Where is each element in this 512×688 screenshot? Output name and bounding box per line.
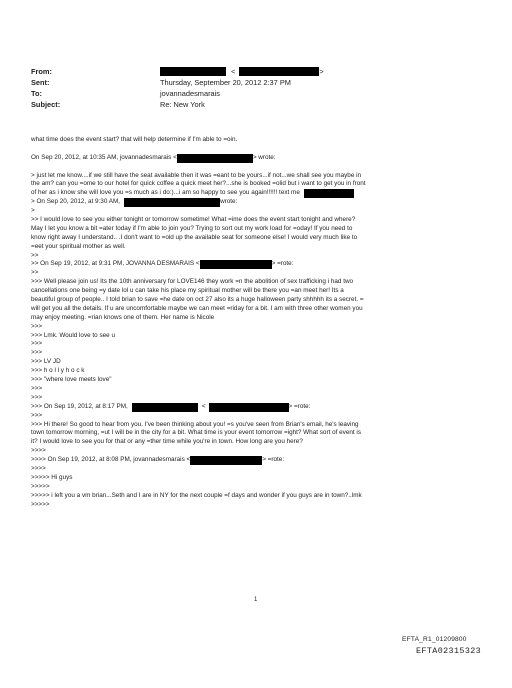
body-line: >>>> — [31, 447, 46, 455]
to-label: To: — [31, 89, 42, 98]
body-line: >>> Hi there! So good to hear from you. I've been thinking about you! =s you've seen from Brian's email, he's leaving — [31, 420, 359, 428]
quote-header-tail: > =rote: — [288, 402, 311, 410]
subject-value: Re: New York — [160, 100, 205, 109]
body-line: may enjoy meeting. =rian knows one of them. Her name is Nicole — [31, 313, 215, 321]
body-line: >>> — [31, 384, 43, 392]
body-line: >> — [31, 269, 39, 277]
subject-label: Subject: — [31, 100, 61, 109]
redaction-box — [160, 67, 226, 76]
redaction-box — [132, 403, 198, 412]
body-line: know right away I understand.. .I don't want to =old up the available seat for someone else! I would very much like to — [31, 233, 358, 241]
subject-row — [31, 99, 471, 110]
body-line: >>>>> — [31, 482, 50, 490]
body-line: May I let you know a bit =ater today if I'm able to join you? Trying to sort out my work load for =oday! If you need to — [31, 224, 353, 232]
quote-header-text: On Sep 20, 2012, at 10:35 AM, jovannadesmarais < — [31, 153, 177, 161]
redaction-box — [304, 189, 354, 198]
blank-line — [31, 145, 483, 154]
body-line: > just let me know....if we still have the seat available then it was =eant to be yours...if not...we shall see you maybe in — [31, 171, 362, 179]
redaction-box — [209, 403, 289, 412]
quote-header-text: >> On Sep 19, 2012, at 9:31 PM, JOVANNA DESMARAIS < — [31, 260, 200, 268]
quote-header-lt: < — [201, 402, 206, 410]
body-line-text: of her as i know she will love you =s much as i do:)...i am so happy to see you again!!!!!! text me — [31, 189, 300, 197]
body-line: what time does the event start? that will help determine if I'm able to =oin. — [31, 136, 238, 143]
to-row — [31, 88, 471, 99]
body-line: >>> — [31, 393, 43, 401]
body-line: >>> h o l l y h o c k — [31, 367, 85, 375]
footer-ref-1: EFTA_R1_01209800 — [402, 636, 467, 643]
quote-header-line — [31, 403, 483, 412]
quote-header-text: >>>> On Sep 19, 2012, at 8:08 PM, jovannadesmarais < — [31, 456, 191, 464]
body-line: will get you all the details. If u are uncomfortable maybe we can meet =riday for a bit. I am with three other women you — [31, 304, 363, 312]
body-line: >>>> — [31, 464, 46, 472]
body-line: > — [31, 207, 35, 215]
redaction-box — [177, 154, 253, 163]
body-line: >>> — [31, 322, 43, 330]
redaction-box — [124, 198, 220, 207]
body-line: >>>>> i left you a vm brian...Seth and I are in NY for the next couple =f days and wonder if you guys are in town?..lmk — [31, 491, 362, 499]
body-line: >>> Lmk. Would love to see u — [31, 331, 115, 339]
redaction-box — [239, 67, 319, 76]
body-line: >>> Well please join us! Its the 10th anniversary for LOVE146 they work =n the abolition of sex trafficking i had two — [31, 278, 354, 286]
body-line: town tomorrow morning, =ut I will be in the city for a bit. What time is your event tomorrow =ight? What sort of event is — [31, 429, 362, 437]
blank-line — [31, 163, 483, 172]
body-line: >>> LV JD — [31, 358, 61, 366]
quote-header-line — [31, 456, 483, 465]
to-value: jovannadesmarais — [160, 89, 220, 98]
quote-header-tail: > wrote: — [252, 153, 276, 161]
body-line: >>> — [31, 349, 43, 357]
body-line: =eet your spiritual mother as well. — [31, 242, 126, 250]
sent-value: Thursday, September 20, 2012 2:37 PM — [160, 78, 291, 87]
from-gt: > — [319, 67, 324, 76]
sent-label: Sent: — [31, 78, 50, 87]
quote-header-tail: > =rote: — [262, 456, 285, 464]
body-line: >>>>> Hi guys — [31, 473, 73, 481]
from-label: From: — [31, 67, 52, 76]
quote-header-text: >>> On Sep 19, 2012, at 8:17 PM, — [31, 402, 128, 410]
from-row — [31, 66, 471, 77]
from-lt: < — [231, 67, 236, 76]
redaction-box — [190, 456, 262, 465]
body-line: >> I would love to see you either tonight or tomorrow sometime! What =ime does the event start tonight and where? — [31, 216, 356, 224]
body-line: the am? can you =ome to our hotel for quick coffee a quick meet her?...she is booked =olid but i want to get you in front — [31, 180, 366, 188]
sent-row — [31, 77, 471, 88]
body-line: >>> "where love meets love" — [31, 376, 112, 384]
quote-header-text: > On Sep 20, 2012, at 9:30 AM, — [31, 198, 121, 206]
quote-header-tail: wrote: — [220, 198, 238, 206]
redaction-box — [200, 260, 272, 269]
page-number: 1 — [254, 597, 258, 603]
body-line: >>> — [31, 340, 43, 348]
quote-header-tail: > =rote: — [271, 260, 294, 268]
quote-header-line — [31, 198, 483, 207]
body-line: >>>>> — [31, 500, 50, 508]
body-line — [31, 189, 483, 198]
email-header — [31, 66, 471, 110]
body-line: >>> — [31, 411, 43, 419]
quote-header-line — [31, 154, 483, 163]
footer-ref-2: EFTA02315323 — [416, 646, 482, 656]
body-line: it? I would love to see you for that or any =ther time while you're in town. How long are you here? — [31, 438, 303, 446]
body-line: >> — [31, 251, 39, 259]
email-body — [31, 136, 483, 509]
quote-header-line — [31, 260, 483, 269]
body-line: beautiful group of people.. I told brian to save =he date on oct 27 also its a huge halloween party shhhhh its a secret. = — [31, 296, 364, 304]
body-line: cancellations one being =y date lol u can take his place my spiritual mother will be there you =an meet her! Its a — [31, 287, 344, 295]
from-value — [160, 66, 324, 77]
